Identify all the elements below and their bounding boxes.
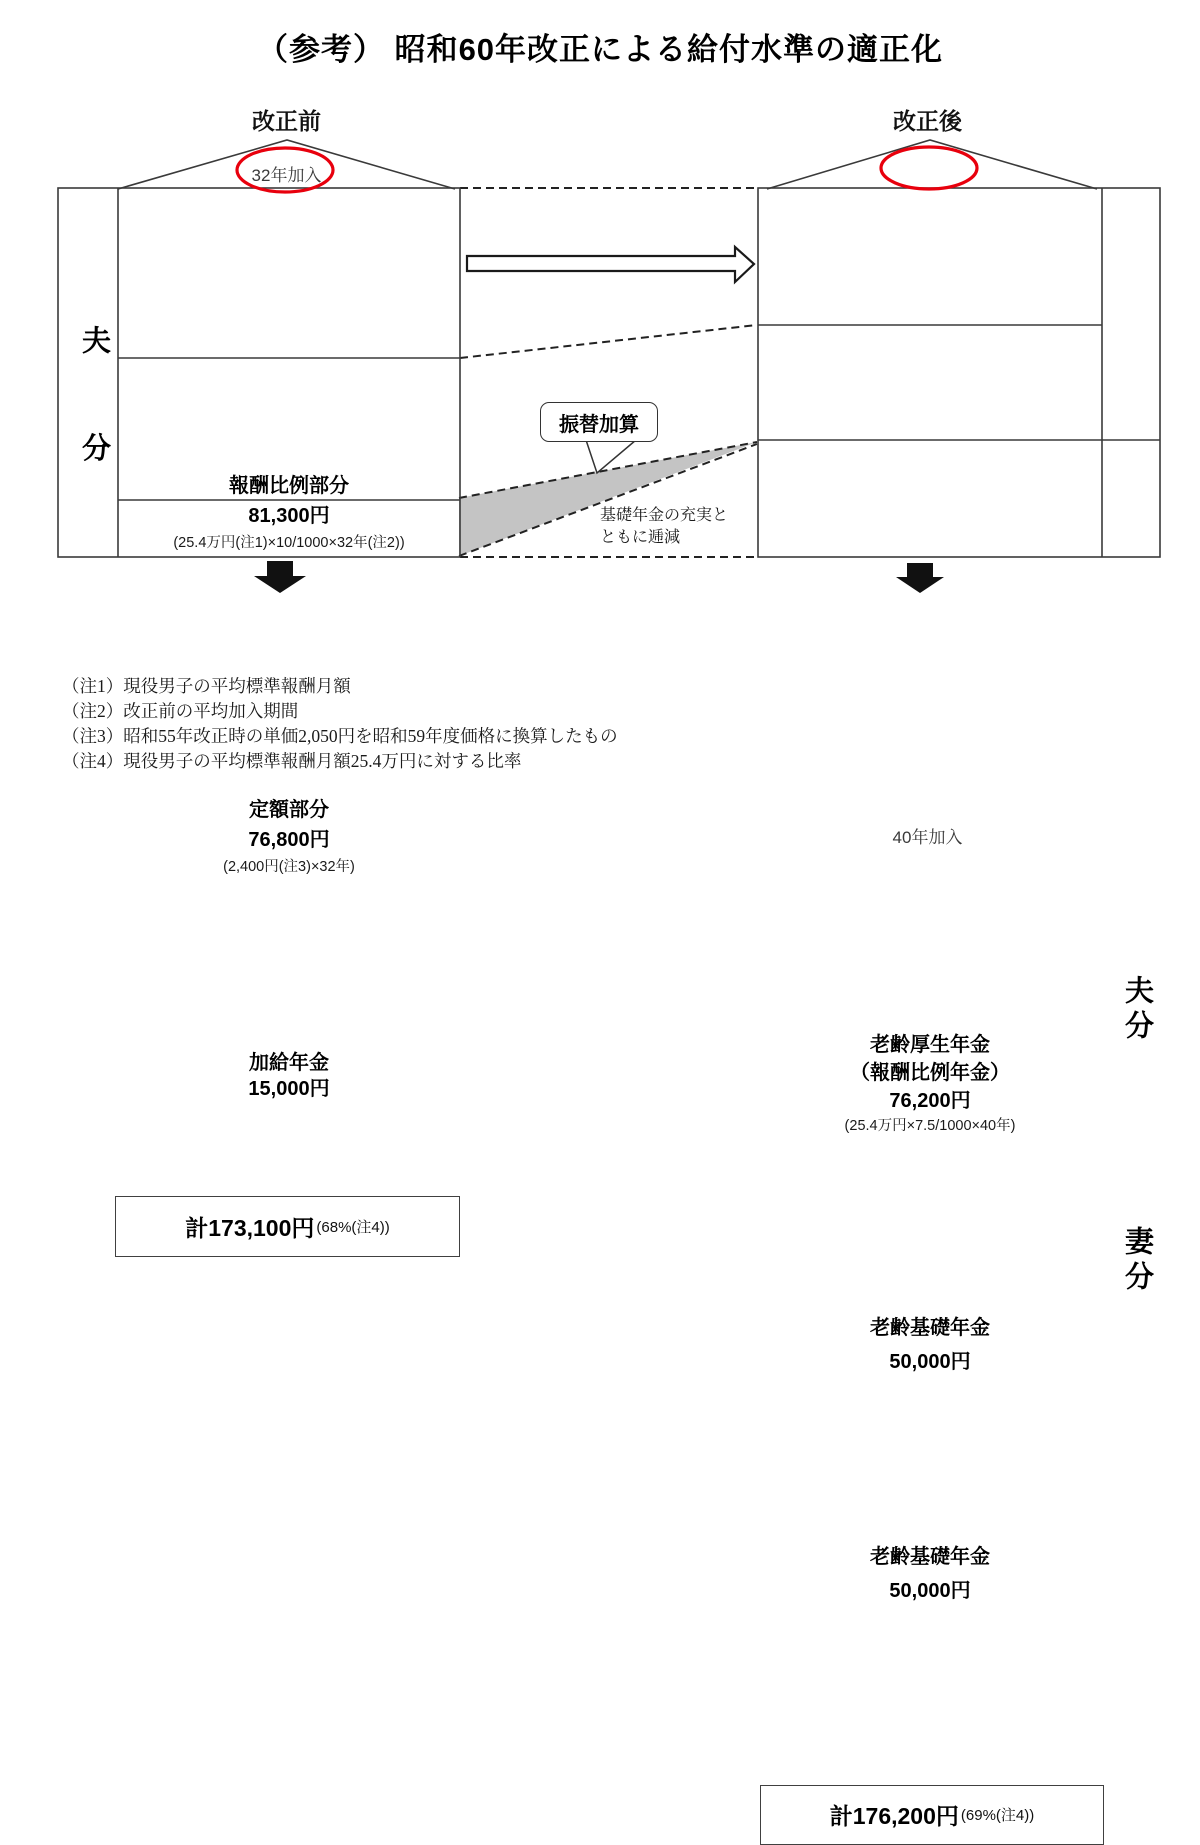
after-total-box — [760, 1785, 1104, 1845]
row-amount: 81,300円 — [248, 504, 330, 527]
transfer-addition-label: 振替加算 — [559, 413, 639, 436]
row-formula: (25.4万円×7.5/1000×40年) — [844, 1118, 1016, 1135]
before-row-earnings-related — [119, 429, 459, 597]
footnote-3: （注3）昭和55年改正時の単価2,050円を昭和59年度価格に換算したもの — [62, 726, 618, 746]
after-structure-lines — [758, 140, 1160, 557]
after-highlight-ellipse — [881, 147, 977, 189]
row-amount: 50,000円 — [889, 1579, 971, 1602]
page-title: （参考） 昭和60年改正による給付水準の適正化 — [256, 32, 944, 67]
after-total-amount: 計176,200円 — [829, 1803, 959, 1830]
before-total-box — [115, 1196, 460, 1257]
after-side-label-wife: 妻分 — [1121, 1226, 1153, 1296]
before-side-label-husband: 夫分 — [78, 325, 110, 540]
after-outer-box — [758, 188, 1160, 557]
row-amount: 50,000円 — [889, 1350, 971, 1373]
before-total-amount: 計173,100円 — [185, 1214, 315, 1241]
row-name: 老齢厚生年金 — [870, 1034, 990, 1057]
row-subname: （報酬比例年金） — [850, 1062, 1010, 1085]
after-row-basic-pension-wife — [759, 1517, 1101, 1632]
footnote-2: （注2）改正前の平均加入期間 — [62, 701, 299, 721]
flow-right-arrow-icon — [467, 247, 754, 282]
row-name: 報酬比例部分 — [229, 474, 349, 497]
row-formula: (2,400円(注3)×32年) — [223, 858, 355, 875]
row-amount: 76,200円 — [889, 1090, 971, 1113]
before-roof-label: 32年加入 — [251, 166, 322, 185]
transfer-addition-callout — [540, 402, 658, 442]
fade-note — [600, 505, 728, 549]
fade-note-line2: ともに逓減 — [600, 529, 681, 546]
row-amount: 76,800円 — [248, 828, 330, 851]
after-roof-label: 40年加入 — [892, 827, 963, 847]
before-total-note: (68%(注4)) — [316, 1218, 390, 1236]
before-row-fixed-amount — [119, 767, 459, 907]
row-name: 老齢基礎年金 — [870, 1545, 990, 1568]
after-row-welfare-pension — [759, 1017, 1101, 1152]
before-header: 改正前 — [252, 108, 321, 134]
before-row-additional-pension — [119, 1049, 459, 1104]
fade-note-line1: 基礎年金の充実と — [600, 507, 729, 524]
row-name: 老齢基礎年金 — [870, 1316, 990, 1339]
footnote-1: （注1）現役男子の平均標準報酬月額 — [62, 676, 351, 696]
after-header: 改正後 — [893, 108, 962, 134]
after-side-label-husband: 夫分 — [1121, 974, 1153, 1045]
dashed-diagonal-line — [460, 325, 757, 358]
footnote-4: （注4）現役男子の平均標準報酬月額25.4万円に対する比率 — [62, 751, 522, 771]
row-name: 加給年金 — [249, 1051, 329, 1074]
row-name: 定額部分 — [249, 798, 329, 821]
after-down-arrow-icon — [896, 563, 944, 593]
row-amount: 15,000円 — [248, 1077, 330, 1100]
row-formula: (25.4万円(注1)×10/1000×32年(注2)) — [173, 534, 405, 551]
after-total-note: (69%(注4)) — [960, 1807, 1035, 1825]
after-row-basic-pension-husband — [759, 1289, 1101, 1402]
